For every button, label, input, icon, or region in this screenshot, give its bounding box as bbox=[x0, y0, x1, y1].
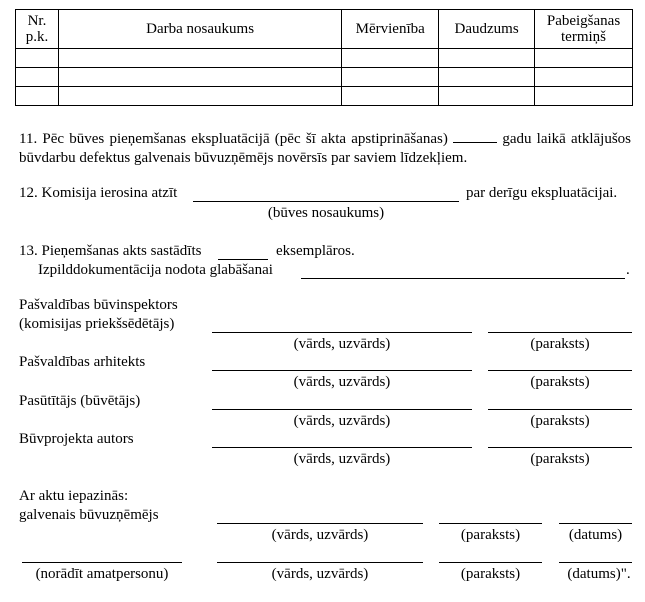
storage-blank bbox=[301, 278, 625, 279]
position-line bbox=[22, 562, 182, 563]
name-caption: (vārds, uzvārds) bbox=[293, 413, 391, 429]
copies-blank bbox=[218, 259, 268, 260]
p13-line2-end: . bbox=[626, 262, 630, 278]
p11-text-b: gadu laikā atklājušos būvdarbu defektus galvenais būvuzņēmējs novērsīs par saviem līdzekļiem. bbox=[19, 131, 632, 166]
p11-text-a: 11. Pēc būves pieņemšanas ekspluatācijā (pēc šī akta apstiprināšanas) bbox=[19, 131, 448, 147]
name-caption: (vārds, uzvārds) bbox=[293, 336, 391, 352]
signer-inspector-role: (komisijas priekšsēdētājs) bbox=[19, 316, 175, 332]
table-cell bbox=[439, 49, 535, 68]
p12-text-b: par derīgu ekspluatācijai. bbox=[466, 185, 618, 201]
signer-author: Būvprojekta autors bbox=[19, 431, 134, 447]
date-line bbox=[559, 562, 632, 563]
table-cell bbox=[342, 68, 439, 87]
name-line bbox=[212, 447, 472, 448]
date-line bbox=[559, 523, 632, 524]
date-caption: (datums) bbox=[568, 527, 623, 543]
signature-line bbox=[439, 562, 542, 563]
paragraph-11 bbox=[19, 130, 631, 168]
table-cell bbox=[535, 68, 633, 87]
header-nr: Nr. p.k. bbox=[16, 10, 59, 49]
years-blank bbox=[453, 142, 497, 143]
name-caption: (vārds, uzvārds) bbox=[271, 527, 369, 543]
p13-line2: Izpilddokumentācija nodota glabāšanai bbox=[38, 262, 273, 278]
acquainted-heading: Ar aktu iepazinās: bbox=[19, 488, 129, 504]
table-cell bbox=[439, 87, 535, 106]
signer-client: Pasūtītājs (būvētājs) bbox=[19, 393, 141, 409]
p12-text-a: 12. Komisija ierosina atzīt bbox=[19, 185, 178, 201]
table-cell bbox=[535, 49, 633, 68]
p13-line1-b: eksemplāros. bbox=[276, 243, 355, 259]
name-line bbox=[212, 370, 472, 371]
signature-line bbox=[488, 332, 632, 333]
p13-line1-a: 13. Pieņemšanas akts sastādīts bbox=[19, 243, 202, 259]
name-line bbox=[217, 523, 423, 524]
paragraph-12 bbox=[19, 186, 177, 201]
signature-caption: (paraksts) bbox=[460, 527, 521, 543]
table-cell bbox=[58, 87, 341, 106]
table-row bbox=[16, 87, 633, 106]
header-deadline: Pabeigšanas termiņš bbox=[535, 10, 633, 49]
signature-caption: (paraksts) bbox=[530, 451, 590, 467]
signature-line bbox=[439, 523, 542, 524]
table-cell bbox=[16, 49, 59, 68]
signature-caption: (paraksts) bbox=[530, 413, 590, 429]
signature-line bbox=[488, 409, 632, 410]
header-work-name: Darba nosaukums bbox=[58, 10, 341, 49]
signer-inspector: Pašvaldības būvinspektors bbox=[19, 297, 178, 313]
building-name-caption: (būves nosaukums) bbox=[267, 205, 385, 221]
date-final-caption: (datums)". bbox=[567, 566, 631, 582]
table-cell bbox=[16, 87, 59, 106]
name-line bbox=[212, 409, 472, 410]
table-cell bbox=[58, 49, 341, 68]
header-unit: Mērvienība bbox=[342, 10, 439, 49]
table-cell bbox=[439, 68, 535, 87]
table-cell bbox=[535, 87, 633, 106]
works-table bbox=[15, 9, 633, 106]
signer-architect: Pašvaldības arhitekts bbox=[19, 354, 146, 370]
table-header-row bbox=[16, 10, 633, 49]
name-line bbox=[217, 562, 423, 563]
acquainted-contractor: galvenais būvuzņēmējs bbox=[19, 507, 159, 523]
table-row bbox=[16, 49, 633, 68]
table-cell bbox=[16, 68, 59, 87]
table-row bbox=[16, 68, 633, 87]
signature-caption: (paraksts) bbox=[530, 336, 590, 352]
building-name-line bbox=[193, 201, 459, 202]
header-quantity: Daudzums bbox=[439, 10, 535, 49]
name-caption: (vārds, uzvārds) bbox=[293, 451, 391, 467]
signature-line bbox=[488, 370, 632, 371]
table-cell bbox=[58, 68, 341, 87]
position-caption: (norādīt amatpersonu) bbox=[35, 566, 169, 582]
signature-caption: (paraksts) bbox=[460, 566, 521, 582]
table-cell bbox=[342, 87, 439, 106]
name-caption: (vārds, uzvārds) bbox=[293, 374, 391, 390]
signature-line bbox=[488, 447, 632, 448]
table-cell bbox=[342, 49, 439, 68]
name-caption: (vārds, uzvārds) bbox=[271, 566, 369, 582]
signature-caption: (paraksts) bbox=[530, 374, 590, 390]
name-line bbox=[212, 332, 472, 333]
